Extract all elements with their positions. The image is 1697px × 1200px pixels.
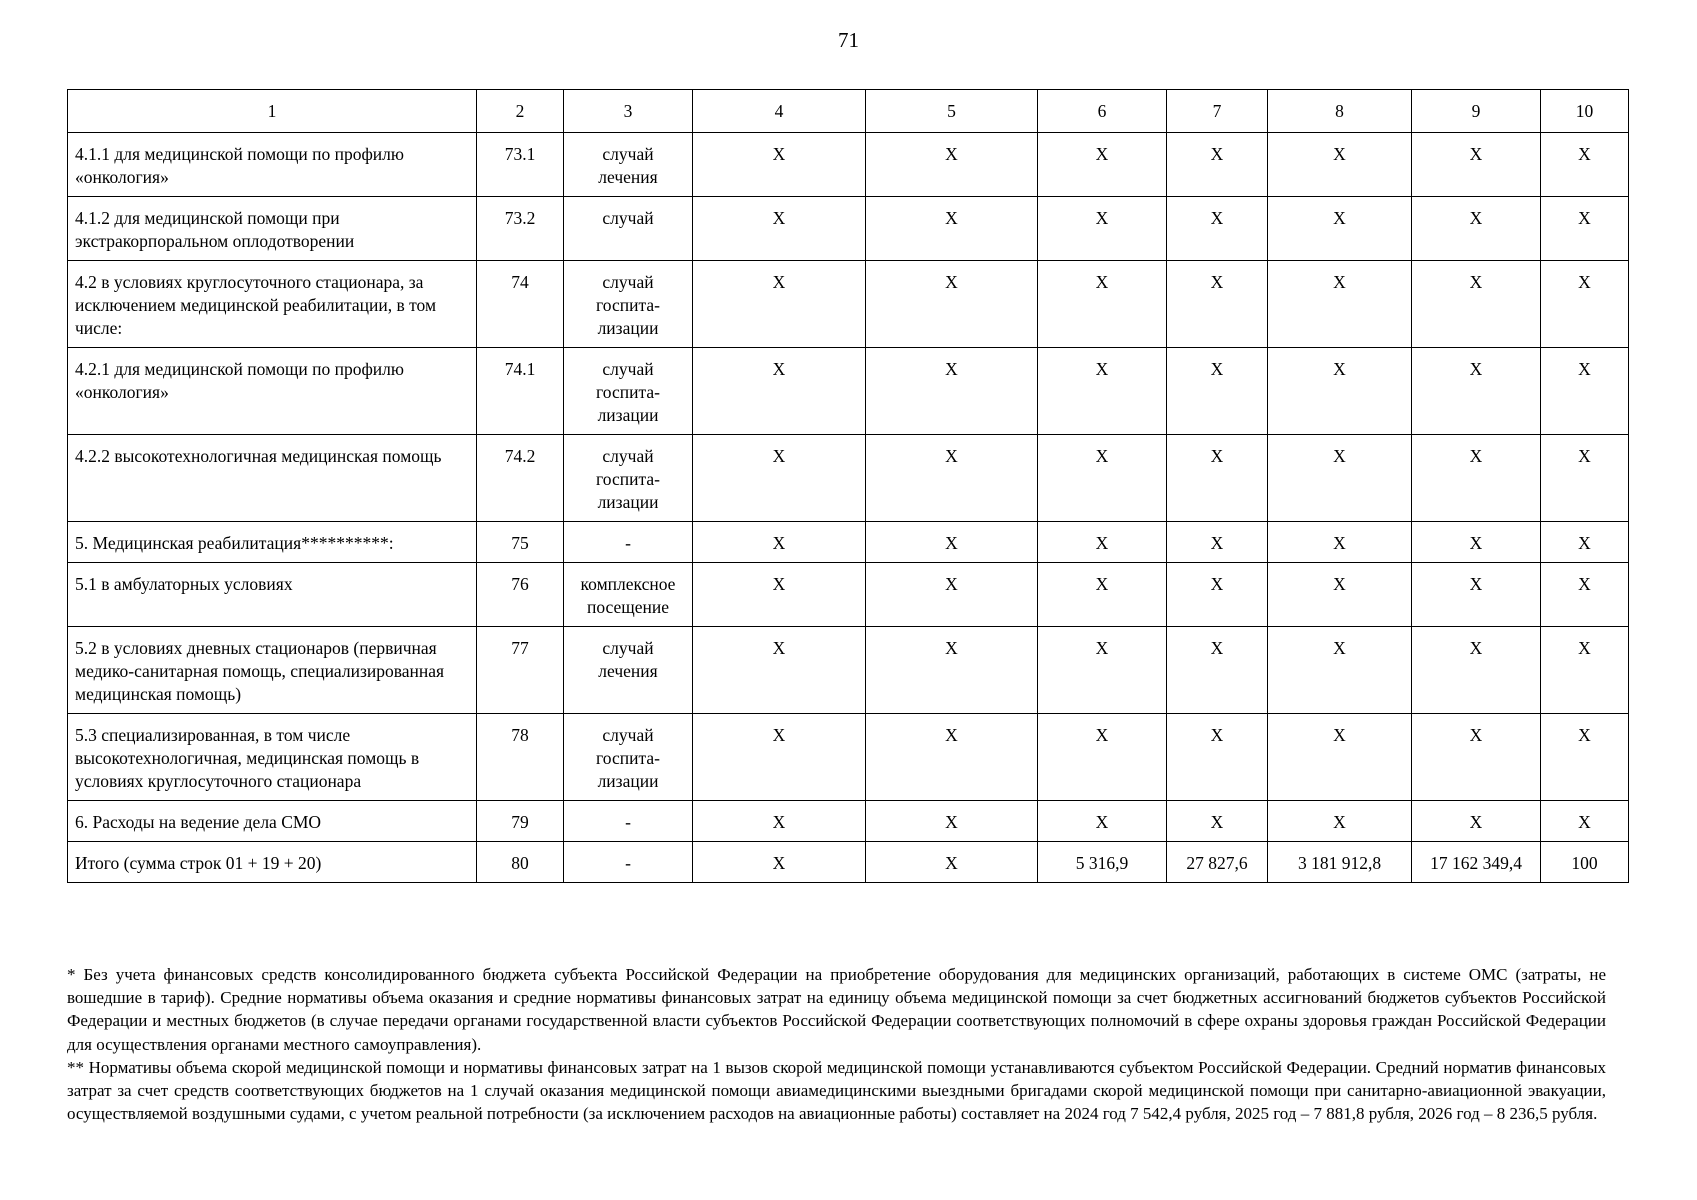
value-cell: X [866, 842, 1038, 883]
row-code: 74 [477, 261, 564, 348]
row-code: 79 [477, 801, 564, 842]
value-cell: X [1412, 627, 1541, 714]
table-row [68, 435, 1629, 522]
unit-cell: - [564, 842, 693, 883]
value-cell: X [1268, 801, 1412, 842]
value-cell: 3 181 912,8 [1268, 842, 1412, 883]
row-label: 4.1.1 для медицинской помощи по профилю «онкология» [68, 133, 477, 197]
table-row [68, 133, 1629, 197]
row-code: 76 [477, 563, 564, 627]
unit-cell: - [564, 522, 693, 563]
value-cell: X [693, 563, 866, 627]
value-cell: X [1038, 133, 1167, 197]
value-cell: X [1412, 714, 1541, 801]
value-cell: X [1268, 627, 1412, 714]
table-row [68, 563, 1629, 627]
value-cell: X [1412, 197, 1541, 261]
value-cell: X [1412, 348, 1541, 435]
value-cell: X [866, 522, 1038, 563]
row-label: 4.2.2 высокотехнологичная медицинская помощь [68, 435, 477, 522]
unit-cell: случай лечения [564, 133, 693, 197]
column-header-8: 8 [1268, 90, 1412, 133]
table-row [68, 801, 1629, 842]
value-cell: X [1268, 348, 1412, 435]
value-cell: X [693, 842, 866, 883]
row-code: 75 [477, 522, 564, 563]
footnote: ** Нормативы объема скорой медицинской помощи и нормативы финансовых затрат на 1 вызов скорой медицинской помощи устанавливаются субъектом Российской Федерации. Средний норматив финансовых затрат за счет средств соответствующих бюджетов на 1 случай оказания медицинской помощи авиамедицинскими выездными бригадами скорой медицинской помощи при санитарно-авиационной эвакуации, осуществляемой воздушными судами, с учетом реальной потребности (за исключением расходов на авиационные работы) составляет на 2024 год 7 542,4 рубля, 2025 год – 7 881,8 рубля, 2026 год – 8 236,5 рубля. [67, 1057, 1606, 1124]
value-cell: X [693, 801, 866, 842]
value-cell: X [1412, 563, 1541, 627]
value-cell: X [693, 522, 866, 563]
row-code: 77 [477, 627, 564, 714]
unit-cell: комплексное посещение [564, 563, 693, 627]
column-header-10: 10 [1541, 90, 1629, 133]
unit-cell: случай госпита-лизации [564, 714, 693, 801]
row-label: 4.2.1 для медицинской помощи по профилю «онкология» [68, 348, 477, 435]
row-label: 5. Медицинская реабилитация**********: [68, 522, 477, 563]
value-cell: X [693, 348, 866, 435]
row-code: 74.2 [477, 435, 564, 522]
value-cell: X [1167, 133, 1268, 197]
row-label: 5.1 в амбулаторных условиях [68, 563, 477, 627]
column-header-4: 4 [693, 90, 866, 133]
value-cell: X [866, 197, 1038, 261]
table-row [68, 627, 1629, 714]
value-cell: X [866, 627, 1038, 714]
table-row [68, 842, 1629, 883]
column-header-7: 7 [1167, 90, 1268, 133]
unit-cell: - [564, 801, 693, 842]
value-cell: X [693, 261, 866, 348]
value-cell: X [1167, 435, 1268, 522]
unit-cell: случай госпита-лизации [564, 348, 693, 435]
value-cell: X [1167, 261, 1268, 348]
value-cell: X [1038, 348, 1167, 435]
column-header-9: 9 [1412, 90, 1541, 133]
row-label: 5.3 специализированная, в том числе высокотехнологичная, медицинская помощь в условиях круглосуточного стационара [68, 714, 477, 801]
value-cell: X [866, 435, 1038, 522]
column-header-5: 5 [866, 90, 1038, 133]
unit-cell: случай госпита-лизации [564, 261, 693, 348]
value-cell: X [1167, 563, 1268, 627]
value-cell: X [1412, 435, 1541, 522]
value-cell: X [866, 261, 1038, 348]
table-row [68, 261, 1629, 348]
value-cell: X [1167, 714, 1268, 801]
value-cell: X [1541, 435, 1629, 522]
value-cell: X [1412, 133, 1541, 197]
unit-cell: случай лечения [564, 627, 693, 714]
column-header-6: 6 [1038, 90, 1167, 133]
value-cell: X [1167, 627, 1268, 714]
value-cell: X [1038, 197, 1167, 261]
value-cell: X [693, 133, 866, 197]
footnote: * Без учета финансовых средств консолидированного бюджета субъекта Российской Федерации на приобретение оборудования для медицинских организаций, работающих в системе ОМС (затраты, не вошедшие в тариф). Средние нормативы объема оказания и средние нормативы финансовых затрат на единицу объема медицинской помощи за счет бюджетных ассигнований бюджетов субъектов Российской Федерации и местных бюджетов (в случае передачи органами государственной власти субъектов Российской Федерации соответствующих полномочий в сфере охраны здоровья граждан Российской Федерации для осуществления органами местного самоуправления). [67, 965, 1606, 1054]
value-cell: X [1541, 627, 1629, 714]
row-label: 5.2 в условиях дневных стационаров (первичная медико-санитарная помощь, специализированная медицинская помощь) [68, 627, 477, 714]
value-cell: X [1541, 133, 1629, 197]
value-cell: X [693, 197, 866, 261]
row-code: 73.1 [477, 133, 564, 197]
value-cell: X [1541, 261, 1629, 348]
value-cell: X [1038, 801, 1167, 842]
value-cell: X [1268, 435, 1412, 522]
value-cell: 100 [1541, 842, 1629, 883]
value-cell: X [1541, 197, 1629, 261]
value-cell: X [1412, 261, 1541, 348]
table-row [68, 714, 1629, 801]
value-cell: X [1268, 133, 1412, 197]
row-label: 4.1.2 для медицинской помощи при экстракорпоральном оплодотворении [68, 197, 477, 261]
value-cell: X [1038, 714, 1167, 801]
value-cell: X [693, 714, 866, 801]
value-cell: X [1268, 197, 1412, 261]
column-header-1: 1 [68, 90, 477, 133]
row-label: Итого (сумма строк 01 + 19 + 20) [68, 842, 477, 883]
value-cell: X [1412, 522, 1541, 563]
value-cell: X [1541, 801, 1629, 842]
value-cell: X [693, 627, 866, 714]
value-cell: X [1541, 714, 1629, 801]
value-cell: X [1038, 522, 1167, 563]
row-code: 80 [477, 842, 564, 883]
value-cell: X [866, 801, 1038, 842]
value-cell: X [1167, 197, 1268, 261]
value-cell: X [866, 563, 1038, 627]
value-cell: X [866, 714, 1038, 801]
row-code: 73.2 [477, 197, 564, 261]
column-header-2: 2 [477, 90, 564, 133]
table-row [68, 348, 1629, 435]
value-cell: 5 316,9 [1038, 842, 1167, 883]
value-cell: X [1038, 435, 1167, 522]
value-cell: X [1268, 522, 1412, 563]
unit-cell: случай госпита-лизации [564, 435, 693, 522]
value-cell: X [1412, 801, 1541, 842]
row-code: 74.1 [477, 348, 564, 435]
value-cell: X [1038, 563, 1167, 627]
value-cell: X [1038, 261, 1167, 348]
row-label: 4.2 в условиях круглосуточного стационара, за исключением медицинской реабилитации, в том числе: [68, 261, 477, 348]
value-cell: X [1268, 563, 1412, 627]
value-cell: X [1167, 522, 1268, 563]
table-row [68, 522, 1629, 563]
value-cell: X [866, 133, 1038, 197]
value-cell: X [866, 348, 1038, 435]
value-cell: X [1038, 627, 1167, 714]
value-cell: X [1541, 522, 1629, 563]
value-cell: X [693, 435, 866, 522]
value-cell: 17 162 349,4 [1412, 842, 1541, 883]
value-cell: X [1167, 348, 1268, 435]
value-cell: X [1541, 348, 1629, 435]
data-table [67, 89, 1629, 883]
header-row [68, 90, 1629, 133]
value-cell: X [1268, 261, 1412, 348]
footnotes [67, 963, 1606, 1125]
row-code: 78 [477, 714, 564, 801]
value-cell: X [1167, 801, 1268, 842]
value-cell: 27 827,6 [1167, 842, 1268, 883]
value-cell: X [1541, 563, 1629, 627]
row-label: 6. Расходы на ведение дела СМО [68, 801, 477, 842]
value-cell: X [1268, 714, 1412, 801]
page-number: 71 [838, 28, 859, 52]
unit-cell: случай [564, 197, 693, 261]
column-header-3: 3 [564, 90, 693, 133]
table-row [68, 197, 1629, 261]
